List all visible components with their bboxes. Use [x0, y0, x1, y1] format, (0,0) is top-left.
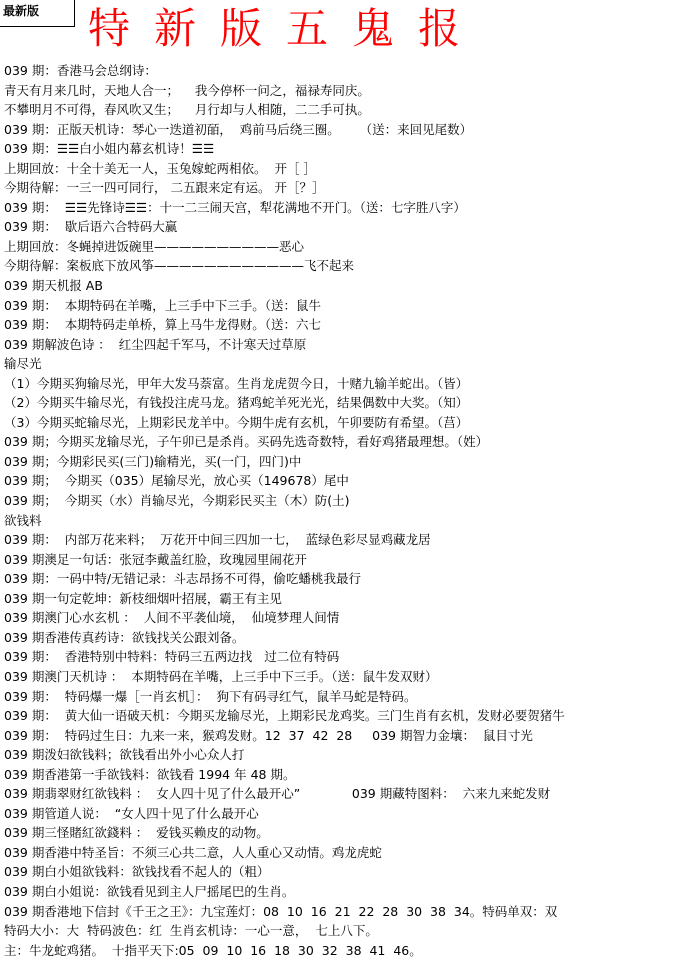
text-line: 039 期翡翠财红欲钱料 ： 女人四十见了什么最开心” 039 期藏特图料： 六来九来蛇发财	[4, 786, 551, 802]
text-line: 039 期香港第一手欲钱料：欲钱看 1994 年 48 期。	[4, 766, 296, 782]
text-line: 上期回放：冬蝇掉进饭碗里——————————恶心	[4, 238, 305, 254]
text-line: 上期回放：十全十美无一人，玉兔嫁蛇两相依。 开［ ］	[4, 160, 316, 176]
text-line: 039 期白小姐欲钱料：欲钱找看不起人的（粗）	[4, 864, 270, 880]
text-line: 输尽光	[4, 356, 42, 372]
text-line: 039 期管道人说： “女人四十见了什么最开心	[4, 805, 259, 821]
text-line: 039 期： 特码过生日：九来一来，猴鸡发财。12 37 42 28 039 期智力金壤： 鼠目寸光	[4, 727, 533, 743]
text-line: 039 期澳门天机诗 ： 本期特码在羊嘴，上三手中下三手。（送：鼠牛发双财）	[4, 668, 438, 684]
text-line: （2）今期买牛输尽光，有钱投注虎马龙。猪鸡蛇羊死光光，结果偶数中大奖。（知）	[4, 395, 469, 411]
bulletin-body	[4, 61, 681, 960]
latest-version-badge: 最新版	[0, 0, 75, 27]
text-line: 039 期香港传真药诗：欲钱找关公跟刘备。	[4, 629, 245, 645]
text-line: 主：牛龙蛇鸡猪。 十指平天下:05 09 10 16 18 30 32 38 41 46。	[4, 942, 422, 958]
text-line: 039 期： 本期特码在羊嘴，上三手中下三手。（送：鼠牛	[4, 297, 322, 313]
text-line: 039 期香港地下信封《千王之王》：九宝莲灯：08 10 16 21 22 28 30 38 34。特码单双：双	[4, 903, 558, 919]
text-line: 039 期； 今期买（035）尾输尽光，放心买（149678）尾中	[4, 473, 349, 489]
text-line: 039 期泼妇欲钱料；欲钱看出外小心众人打	[4, 747, 245, 763]
text-line: 039 期解波色诗 ： 红尘四起千军马，不计寒天过草原	[4, 336, 307, 352]
text-line: 039 期： 特码爆一爆［一肖玄机］： 狗下有码寻红气，鼠羊马蛇是特码。	[4, 688, 417, 704]
text-line: 039 期： ☰☰先锋诗☰☰：十一二三闹天宫，犁花满地不开门。（送：七字胜八字）	[4, 199, 466, 215]
text-line: 039 期；今期彩民买(三门)输精光，买(一门，四门)中	[4, 453, 302, 469]
text-line: 不攀明月不可得，春风吹又生； 月行却与人相随，二二手可执。	[4, 102, 370, 118]
text-line: 039 期澳足一句话：张冠李戴盖红脸，玫瑰园里闹花开	[4, 551, 307, 567]
text-line: 039 期澳门心水玄机 ： 人间不平袭仙境， 仙境梦理人间情	[4, 610, 340, 626]
text-line: 039 期白小姐说：欲钱看见到主人尸摇尾巴的生肖。	[4, 883, 295, 899]
text-line: 今期待解：一三一四可同行， 二五跟来定有运。 开［？］	[4, 180, 325, 196]
text-line: （3）今期买蛇输尽光，上期彩民龙羊中。今期牛虎有玄机，午卯要防有希望。（莒）	[4, 414, 469, 430]
text-line: 特码大小：大 特码波色：红 生肖玄机诗：一心一意， 七上八下。	[4, 923, 378, 939]
text-line: 039 期三怪賭紅欲錢料 ： 爱钱买赖皮的动物。	[4, 825, 269, 841]
text-line: 039 期： 香港特别中特料：特码三五两边找 过二位有特码	[4, 649, 340, 665]
text-line: 039 期天机报 AB	[4, 278, 103, 294]
text-line: 039 期； 今期买（水）肖输尽光，今期彩民买主（木）防(土)	[4, 493, 350, 509]
text-line: 039 期；今期买龙输尽光，子午卯已是杀肖。买码先选奇数特，看好鸡猪最理想。（姓）	[4, 434, 489, 450]
text-line: 今期待解：案板底下放风筝————————————飞不起来	[4, 258, 355, 274]
text-line: 039 期：香港马会总纲诗：	[4, 63, 157, 78]
text-line: 039 期：正版天机诗：琴心一迭道初皕， 鸡前马后绕三圈。 （送：来回见尾数）	[4, 121, 473, 137]
text-line: 039 期： 内部万花来料； 万花开中间三四加一七， 蓝绿色彩尽显鸡藏龙居	[4, 532, 431, 548]
text-line: 039 期：一码中特/无错记录：斗志昂扬不可得，偷吃蟠桃我最行	[4, 571, 362, 587]
text-line: 青天有月来几时，天地人合一； 我今停杯一问之，福禄寿同庆。	[4, 82, 370, 98]
text-line: 039 期一句定乾坤：新枝细烟叶招展，霸王有主见	[4, 590, 282, 606]
text-line: 039 期：☰☰白小姐内幕玄机诗！☰☰	[4, 141, 215, 157]
text-line: 欲钱料	[4, 512, 42, 528]
text-line: 039 期： 黄大仙一语破天机：今期买龙输尽光，上期彩民龙鸡奖。三门生肖有玄机，发财必要贺猪牛	[4, 708, 565, 724]
page-title: 特新版五鬼报	[88, 4, 485, 53]
text-line: 039 期香港中特圣旨：不须三心共二意，人人重心又动情。鸡龙虎蛇	[4, 844, 382, 860]
text-line: 039 期： 本期特码走单桥，算上马牛龙得财。（送：六七	[4, 317, 322, 333]
text-line: （1）今期买狗输尽光，甲年大发马萘富。生肖龙虎贺今日，十赌九输羊蛇出。（皆）	[4, 375, 469, 391]
text-line: 039 期： 歇后语六合特码大赢	[4, 219, 178, 235]
